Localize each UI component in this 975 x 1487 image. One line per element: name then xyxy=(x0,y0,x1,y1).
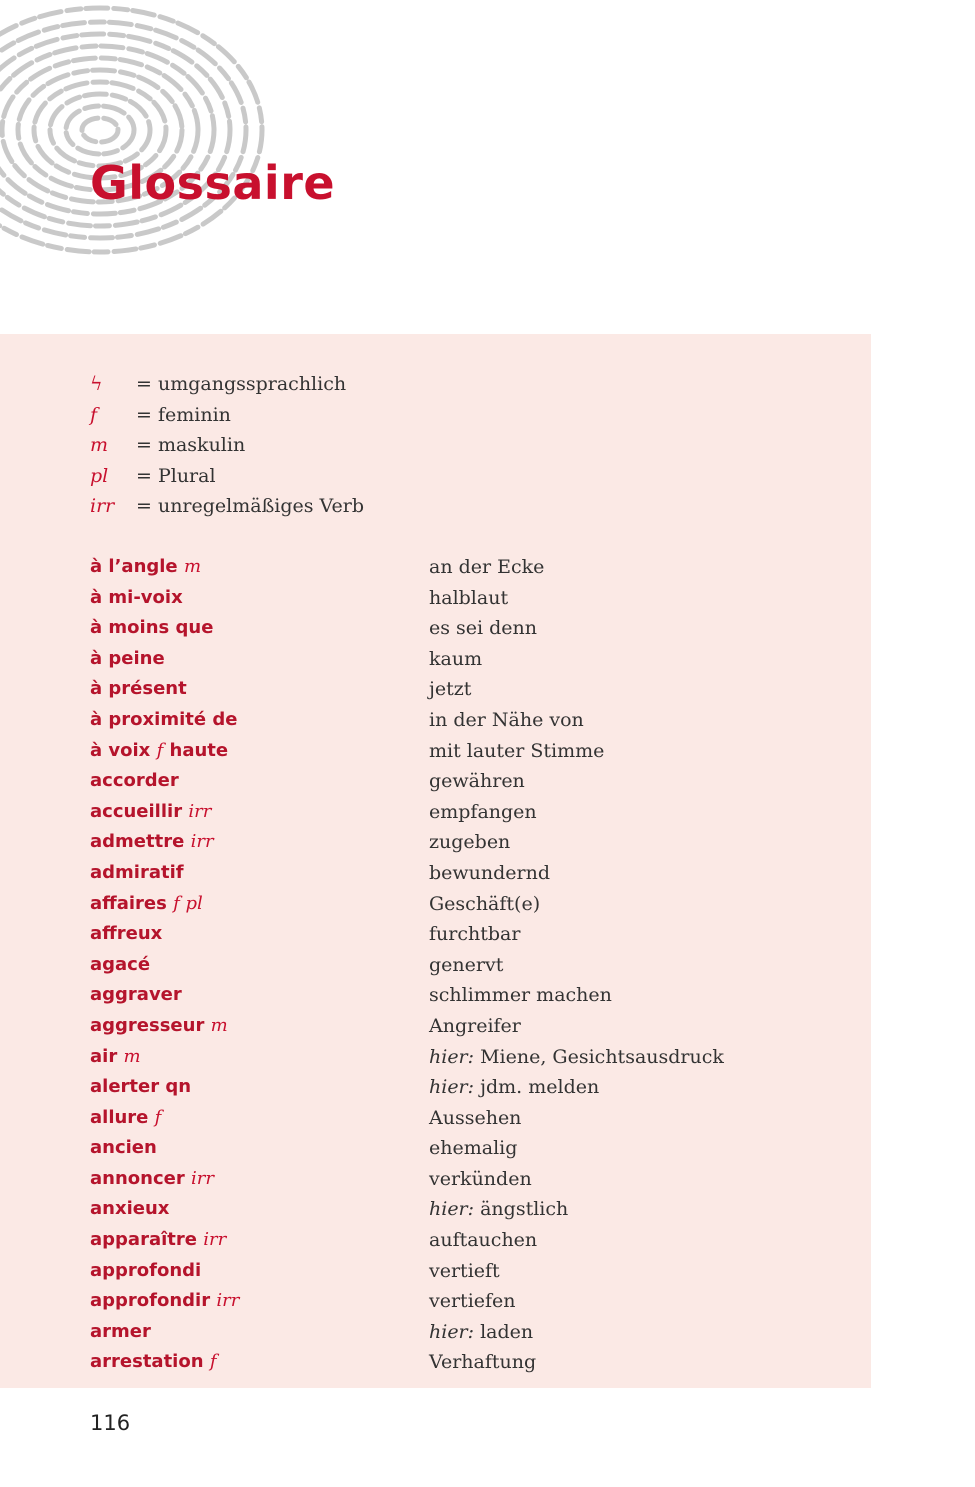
grammar-marker: f xyxy=(156,739,164,761)
term-text: air xyxy=(90,1045,118,1067)
glossary-entry xyxy=(90,827,850,858)
term-text: à voix xyxy=(90,739,151,761)
glossary-entry xyxy=(90,797,850,828)
abbreviation-legend xyxy=(90,369,490,522)
translation-text: mit lauter Stimme xyxy=(429,739,605,762)
french-term xyxy=(90,1011,228,1042)
german-translation xyxy=(429,1133,517,1164)
legend-row xyxy=(90,461,490,492)
glossary-entry xyxy=(90,1011,850,1042)
translation-text: ängstlich xyxy=(480,1198,569,1221)
french-term xyxy=(90,1347,216,1378)
page-title: Glossaire xyxy=(90,156,336,210)
glossary-entry xyxy=(90,980,850,1011)
german-translation xyxy=(429,980,612,1011)
translation-text: schlimmer machen xyxy=(429,984,612,1007)
translation-text: laden xyxy=(480,1320,534,1343)
translation-text: auftauchen xyxy=(429,1229,538,1252)
legend-abbr: irr xyxy=(90,495,115,518)
german-translation xyxy=(429,1317,533,1348)
term-text: affreux xyxy=(90,923,163,945)
translation-text: Geschäft(e) xyxy=(429,892,541,915)
legend-abbr: pl xyxy=(90,464,109,487)
term-suffix: haute xyxy=(169,739,229,761)
term-text: approfondir xyxy=(90,1290,211,1312)
french-term xyxy=(90,919,162,950)
translation-text: furchtbar xyxy=(429,923,521,946)
german-translation xyxy=(429,613,537,644)
glossary-entry xyxy=(90,1194,850,1225)
translation-note: hier: xyxy=(429,1076,475,1099)
grammar-marker: irr xyxy=(190,831,214,853)
translation-text: bewundernd xyxy=(429,861,551,884)
german-translation xyxy=(429,1256,500,1287)
term-text: ancien xyxy=(90,1137,157,1159)
grammar-marker: irr xyxy=(216,1290,240,1312)
glossary-entry xyxy=(90,1133,850,1164)
german-translation xyxy=(429,674,471,705)
glossary-entry xyxy=(90,889,850,920)
translation-text: verkünden xyxy=(429,1167,532,1190)
translation-text: empfangen xyxy=(429,800,537,823)
german-translation xyxy=(429,1011,521,1042)
legend-label: = maskulin xyxy=(136,434,246,457)
legend-abbr: m xyxy=(90,434,109,457)
translation-text: es sei denn xyxy=(429,617,538,640)
term-text: à peine xyxy=(90,647,165,669)
legend-label: = feminin xyxy=(136,403,231,426)
french-term xyxy=(90,1317,151,1348)
german-translation xyxy=(429,1072,599,1103)
french-term xyxy=(90,1133,157,1164)
term-text: à proximité de xyxy=(90,708,238,730)
glossary-entry xyxy=(90,919,850,950)
german-translation xyxy=(429,858,550,889)
french-term xyxy=(90,1042,141,1073)
german-translation xyxy=(429,950,503,981)
term-text: agacé xyxy=(90,953,151,975)
colloquial-icon: ϟ xyxy=(90,373,103,395)
french-term xyxy=(90,736,228,767)
glossary-entry xyxy=(90,1347,850,1378)
legend-row xyxy=(90,491,490,522)
term-text: aggresseur xyxy=(90,1014,205,1036)
german-translation xyxy=(429,1103,521,1134)
grammar-marker: m xyxy=(183,556,202,577)
legend-row xyxy=(90,430,490,461)
translation-text: jetzt xyxy=(429,678,472,701)
term-text: admiratif xyxy=(90,861,184,883)
german-translation xyxy=(429,797,537,828)
german-translation xyxy=(429,1194,568,1225)
german-translation xyxy=(429,1164,532,1195)
term-text: à présent xyxy=(90,678,187,700)
french-term xyxy=(90,797,211,828)
french-term xyxy=(90,980,182,1011)
german-translation xyxy=(429,1286,516,1317)
glossary-entry xyxy=(90,766,850,797)
grammar-marker: f pl xyxy=(173,892,203,914)
glossary-entry xyxy=(90,552,850,583)
glossary-entry xyxy=(90,736,850,767)
glossary-entry xyxy=(90,1256,850,1287)
french-term xyxy=(90,644,165,675)
glossary-entry xyxy=(90,674,850,705)
translation-text: gewähren xyxy=(429,770,525,793)
french-term xyxy=(90,827,214,858)
legend-row xyxy=(90,369,490,400)
term-text: annoncer xyxy=(90,1167,185,1189)
term-text: armer xyxy=(90,1320,151,1342)
french-term xyxy=(90,674,187,705)
translation-text: Angreifer xyxy=(429,1014,521,1037)
translation-note: hier: xyxy=(429,1045,475,1068)
translation-text: an der Ecke xyxy=(429,556,545,578)
term-text: à moins que xyxy=(90,617,214,639)
german-translation xyxy=(429,736,604,767)
translation-text: jdm. melden xyxy=(480,1076,600,1099)
legend-label: = umgangssprachlich xyxy=(136,373,347,395)
french-term xyxy=(90,613,213,644)
legend-row xyxy=(90,400,490,431)
glossary-entry xyxy=(90,950,850,981)
german-translation xyxy=(429,1042,724,1073)
german-translation xyxy=(429,827,510,858)
grammar-marker: irr xyxy=(188,800,212,822)
german-translation xyxy=(429,919,520,950)
german-translation xyxy=(429,644,482,675)
german-translation xyxy=(429,705,584,736)
term-text: apparaître xyxy=(90,1229,197,1251)
german-translation xyxy=(429,583,508,614)
german-translation xyxy=(429,1225,537,1256)
glossary-entry xyxy=(90,613,850,644)
french-term xyxy=(90,889,203,920)
german-translation xyxy=(429,889,540,920)
french-term xyxy=(90,1256,201,1287)
grammar-marker: m xyxy=(210,1014,228,1036)
french-term xyxy=(90,1072,191,1103)
glossary-entry xyxy=(90,1072,850,1103)
glossary-entry xyxy=(90,1164,850,1195)
translation-note: hier: xyxy=(429,1320,475,1343)
legend-label: = unregelmäßiges Verb xyxy=(136,495,365,518)
page-number: 116 xyxy=(90,1411,131,1435)
term-text: anxieux xyxy=(90,1198,170,1220)
term-text: à l’angle xyxy=(90,556,178,577)
term-text: alerter qn xyxy=(90,1076,192,1098)
translation-text: genervt xyxy=(429,953,504,976)
term-text: à mi-voix xyxy=(90,586,183,608)
glossary-entry xyxy=(90,1042,850,1073)
french-term xyxy=(90,1164,214,1195)
german-translation xyxy=(429,766,525,797)
french-term xyxy=(90,552,201,583)
french-term xyxy=(90,705,237,736)
translation-text: in der Nähe von xyxy=(429,708,584,731)
grammar-marker: irr xyxy=(203,1229,227,1251)
translation-text: vertiefen xyxy=(429,1290,516,1313)
translation-text: halblaut xyxy=(429,586,509,609)
french-term xyxy=(90,1225,226,1256)
french-term xyxy=(90,1103,161,1134)
french-term xyxy=(90,766,179,797)
translation-text: kaum xyxy=(429,647,483,670)
translation-text: Verhaftung xyxy=(429,1351,537,1374)
glossary-entries xyxy=(90,552,850,1378)
translation-text: zugeben xyxy=(429,831,511,854)
term-text: allure xyxy=(90,1106,149,1128)
glossary-entry xyxy=(90,858,850,889)
term-text: affaires xyxy=(90,892,167,914)
legend-label: = Plural xyxy=(136,464,216,487)
german-translation xyxy=(429,552,544,583)
term-text: aggraver xyxy=(90,984,182,1006)
german-translation xyxy=(429,1347,536,1378)
french-term xyxy=(90,1194,169,1225)
french-term xyxy=(90,858,184,889)
term-text: accorder xyxy=(90,770,179,792)
grammar-marker: f xyxy=(209,1351,217,1373)
term-text: arrestation xyxy=(90,1351,204,1373)
glossary-entry xyxy=(90,705,850,736)
translation-text: ehemalig xyxy=(429,1137,518,1160)
glossary-entry xyxy=(90,583,850,614)
translation-text: Miene, Gesichtsausdruck xyxy=(480,1045,724,1068)
french-term xyxy=(90,1286,239,1317)
glossary-entry xyxy=(90,644,850,675)
term-text: accueillir xyxy=(90,800,183,822)
glossary-entry xyxy=(90,1286,850,1317)
translation-note: hier: xyxy=(429,1198,475,1221)
translation-text: Aussehen xyxy=(429,1106,522,1129)
translation-text: vertieft xyxy=(429,1259,500,1282)
glossary-entry xyxy=(90,1225,850,1256)
french-term xyxy=(90,583,183,614)
glossary-entry xyxy=(90,1317,850,1348)
term-text: approfondi xyxy=(90,1259,202,1281)
glossary-entry xyxy=(90,1103,850,1134)
legend-abbr: f xyxy=(90,403,98,426)
term-text: admettre xyxy=(90,831,185,853)
grammar-marker: irr xyxy=(191,1167,214,1189)
grammar-marker: f xyxy=(154,1106,162,1128)
fingerprint-decoration xyxy=(0,0,290,300)
grammar-marker: m xyxy=(123,1045,141,1067)
french-term xyxy=(90,950,150,981)
